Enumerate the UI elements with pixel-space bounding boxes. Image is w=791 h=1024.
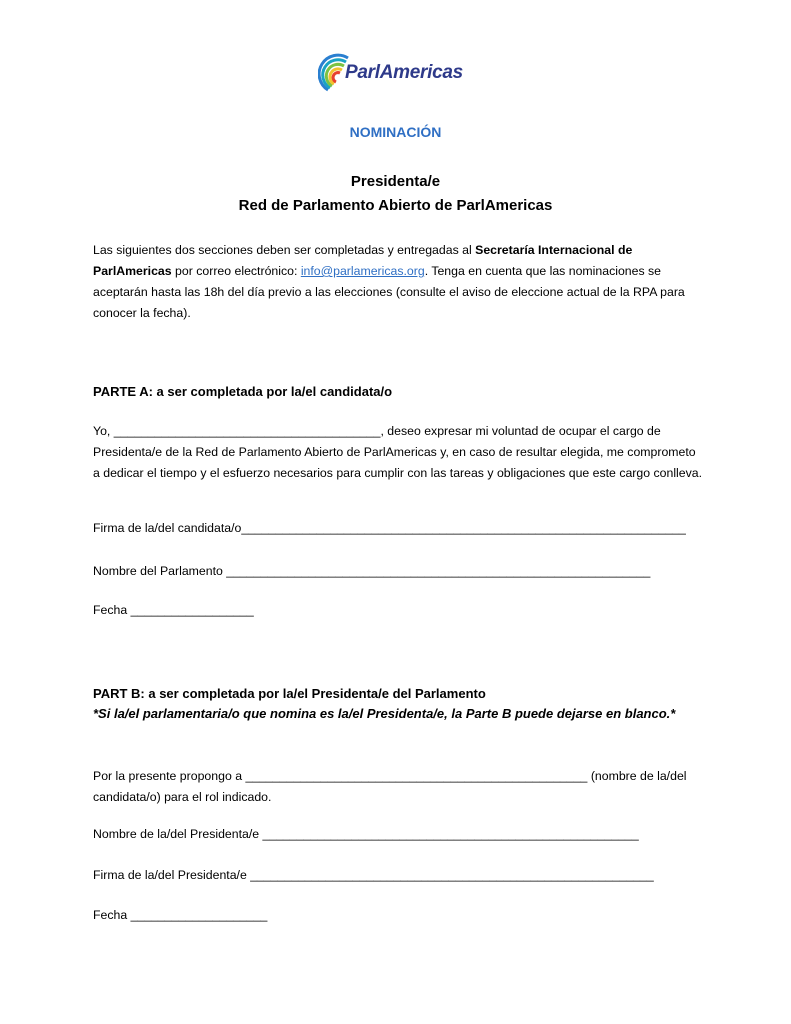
part-b-heading: PART B: a ser completada por la/el Presidenta/e del Parlamento bbox=[93, 686, 486, 701]
part-a-statement: Yo, _______________________________________, deseo expresar mi voluntad de ocupar el cargo de Presidenta/e de la Red de Parlamento Abierto de ParlAmericas y, en caso de resultar elegida, me comprometo a dedicar el tiempo y el esfuerzo necesarios para cumplir con las tareas y obligaciones que este cargo conlleva. bbox=[93, 424, 703, 480]
logo-text: ParlAmericas bbox=[345, 62, 463, 83]
president-signature-field[interactable]: Firma de la/del Presidenta/e ___________________________________________________________ bbox=[93, 868, 654, 882]
title-line-1: Presidenta/e bbox=[350, 173, 441, 190]
part-a-heading: PARTE A: a ser completada por la/el candidata/o bbox=[93, 384, 393, 399]
part-b-date-field[interactable]: Fecha ____________________ bbox=[93, 908, 268, 922]
part-b-statement: Por la presente propongo a __________________________________________________ (nombre de la/del candidata/o) para el rol indicado. bbox=[93, 769, 687, 804]
president-name-field[interactable]: Nombre de la/del Presidenta/e _______________________________________________________ bbox=[93, 827, 639, 841]
parlamericas-logo bbox=[318, 52, 478, 96]
nomination-title: NOMINACIÓN bbox=[349, 124, 442, 140]
candidate-signature-field[interactable]: Firma de la/del candidata/o_________________________________________________________________ bbox=[93, 521, 686, 535]
intro-paragraph: Las siguientes dos secciones deben ser completadas y entregadas al Secretaría Internacional de ParlAmericas por correo electrónico: info@parlamericas.org. Tenga en cuenta que las nominaciones se aceptarán hasta las 18h del día previo a las elecciones (consulte el aviso de eleccione actual de la RPA para conocer la fecha). bbox=[93, 243, 685, 320]
title-line-2: Red de Parlamento Abierto de ParlAmericas bbox=[238, 197, 553, 214]
parliament-name-field[interactable]: Nombre del Parlamento ______________________________________________________________ bbox=[93, 564, 651, 578]
part-a-date-field[interactable]: Fecha __________________ bbox=[93, 603, 254, 617]
email-link[interactable]: info@parlamericas.org bbox=[300, 264, 425, 278]
part-b-note: *Si la/el parlamentaria/o que nomina es la/el Presidenta/e, la Parte B puede dejarse en blanco.* bbox=[93, 706, 676, 721]
